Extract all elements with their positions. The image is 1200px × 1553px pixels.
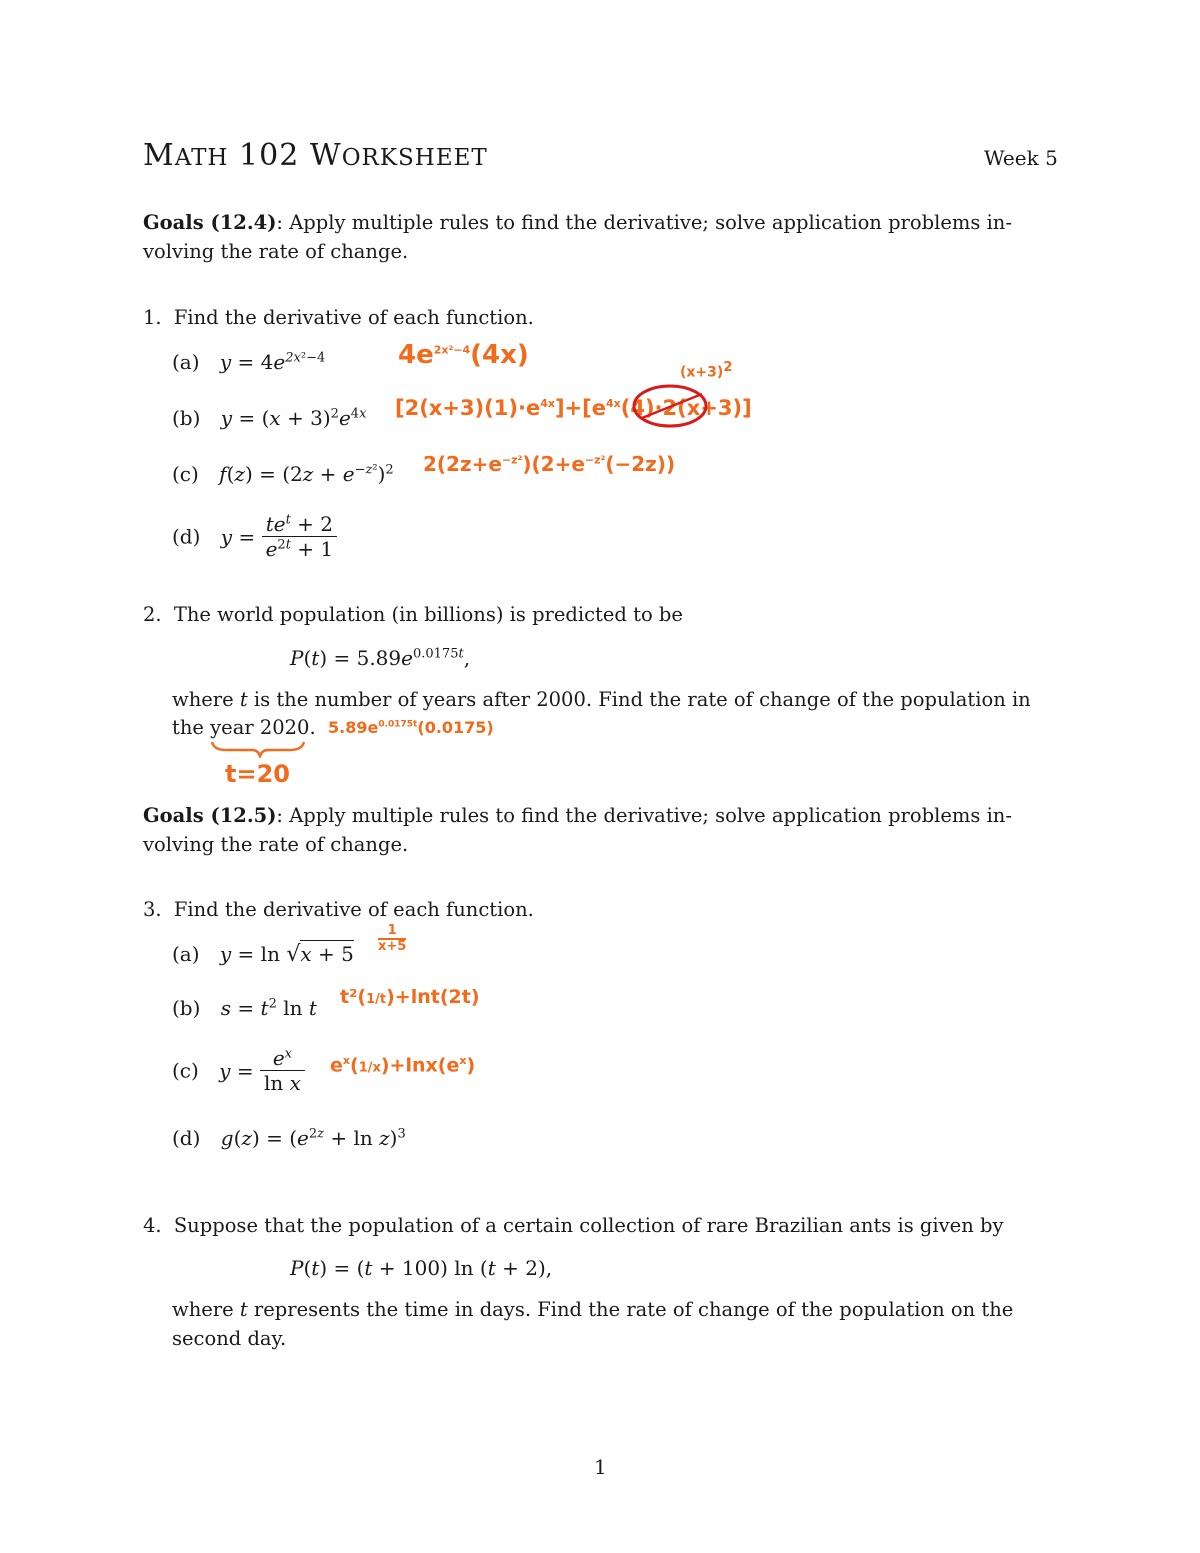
question-1: [143, 306, 534, 329]
question-number: 3.: [143, 898, 162, 921]
part-label: (d): [172, 524, 201, 549]
q1b-equation: (b) $y = (x + 3)^2e^{4x}$: [172, 406, 367, 430]
fraction: $\frac{te^t + 2}{e^{2t} + 1}$: [262, 512, 338, 561]
title-letter: W: [309, 138, 342, 173]
hw-text: (0.0175): [417, 718, 494, 737]
hw-sup: 4x: [605, 397, 621, 410]
part-label: (a): [172, 942, 200, 966]
q2-text-line1: [172, 688, 1031, 711]
q3c-equation: (c) y = $\frac{e^x}{\text{ln x}}$: [172, 1046, 305, 1095]
hw-text: (: [350, 1054, 359, 1077]
hw-num: 1: [378, 924, 406, 940]
hw-text: [2(x+3)(1)·e: [395, 396, 541, 420]
text-part: represents the time in days. Find the rate of change of the population on the: [253, 1298, 1014, 1321]
hw-sup: 2x²−4: [433, 343, 471, 357]
hw-text: )+lnx(e: [380, 1054, 460, 1077]
handwritten-q2-answer: [328, 718, 494, 737]
hw-sup: 0.0175t: [378, 719, 418, 730]
title-part: ORKSHEET: [341, 145, 488, 171]
question-prompt: Suppose that the population of a certain collection of rare Brazilian ants is given by: [173, 1214, 1004, 1237]
goals-text-line2: volving the rate of change.: [143, 833, 409, 856]
q4-equation: P(t) = (t + 100) ln (t + 2),: [290, 1256, 553, 1280]
text-part: is the number of years after 2000. Find the rate of change of the population in: [253, 688, 1031, 711]
hw-text: )+lnt(2t): [386, 986, 480, 1008]
goals-text: : Apply multiple rules to find the derivative; solve application problems in-: [276, 804, 1012, 827]
q3d-equation: (d) $g(z) = (e^{2z} + \ln z)^3$: [172, 1126, 406, 1150]
part-label: (b): [172, 996, 201, 1020]
goals-section-2: [143, 804, 1012, 827]
hw-text: t=20: [225, 760, 290, 788]
goals-section-1: [143, 211, 1012, 234]
part-label: (c): [172, 1058, 199, 1083]
handwritten-q3b: [340, 986, 480, 1008]
goals-label: Goals (12.5): [143, 804, 277, 827]
question-number: 2.: [143, 603, 162, 626]
q3b-equation: (b) $s = t^2$ ln t: [172, 996, 317, 1020]
handwritten-q2-t: [225, 760, 290, 788]
question-prompt: Find the derivative of each function.: [173, 898, 534, 921]
fraction: $\frac{e^x}{\text{ln x}}$: [260, 1046, 305, 1095]
goals-label: Goals (12.4): [143, 211, 277, 234]
question-prompt: The world population (in billions) is predicted to be: [173, 603, 683, 626]
goals-text-line2: volving the rate of change.: [143, 240, 409, 263]
part-label: (c): [172, 462, 199, 486]
page-title: [143, 138, 488, 173]
hw-text: )(2+e: [522, 452, 585, 476]
hw-den: x+5: [378, 939, 407, 954]
question-4: [143, 1214, 1003, 1237]
hw-text: ]+[e: [554, 396, 606, 420]
hw-sup: 2: [723, 360, 733, 375]
handwritten-q1a: [398, 340, 529, 370]
hw-sup: 4x: [540, 397, 555, 410]
hw-sup: x: [342, 1054, 350, 1067]
question-3: [143, 898, 534, 921]
red-circle-annotation: [628, 378, 718, 438]
hw-sup: −z²: [501, 453, 523, 467]
q1d-equation: (d) y = $\frac{te^t + 2}{e^{2t} + 1}$: [172, 512, 337, 561]
hw-circled-text: 2(x+3): [662, 396, 743, 420]
handwritten-q1c: [423, 452, 675, 476]
q4-text-line1: [172, 1298, 1013, 1321]
text-part: where: [172, 688, 234, 711]
question-2: [143, 603, 683, 626]
hw-text: (4x): [470, 340, 529, 370]
goals-text: : Apply multiple rules to find the derivative; solve application problems in-: [276, 211, 1012, 234]
q4-text-line2: second day.: [172, 1327, 287, 1350]
question-prompt: Find the derivative of each function.: [173, 306, 534, 329]
title-part: ATH: [174, 145, 229, 171]
hw-sup: −z²: [584, 453, 606, 467]
title-number: 102: [239, 138, 300, 173]
page-number: 1: [594, 1455, 607, 1479]
part-label: (a): [172, 350, 200, 374]
q1c-equation: (c) $f(z) = (2z + e^{-z^2})^2$: [172, 462, 394, 486]
hw-frac: 1/x: [358, 1060, 381, 1076]
q2-equation: $P(t) = 5.89e^{0.0175t}$,: [290, 646, 471, 670]
brace-annotation: [208, 738, 308, 758]
text-var: t: [239, 1298, 248, 1321]
hw-text: (4)·: [620, 396, 663, 420]
hw-text: ): [466, 1054, 476, 1077]
hw-text: e: [330, 1054, 343, 1077]
hw-text: 5.89e: [328, 718, 379, 737]
hw-text: (x+3): [680, 364, 724, 381]
hw-sup: x: [459, 1054, 467, 1067]
hw-text: 4e: [398, 340, 434, 370]
handwritten-q3a: [378, 924, 406, 954]
text-part: where: [172, 1298, 234, 1321]
hw-text: 2(2z+e: [423, 452, 502, 476]
q1a-equation: (a) $y = 4e^{2x^2-4}$: [172, 350, 326, 374]
part-label: (d): [172, 1126, 201, 1150]
hw-text: t²(: [340, 986, 367, 1008]
part-label: (b): [172, 406, 201, 430]
question-number: 1.: [143, 306, 162, 329]
handwritten-q3c: [330, 1054, 475, 1076]
hw-text: ]: [742, 396, 752, 420]
title-letter: M: [143, 138, 175, 173]
week-label: Week 5: [984, 146, 1058, 170]
q2-text-line2: the year 2020.: [172, 716, 316, 739]
text-var: t: [239, 688, 248, 711]
hw-text: (−2z)): [605, 452, 676, 476]
question-number: 4.: [143, 1214, 162, 1237]
hw-frac: 1/t: [366, 992, 387, 1007]
q3a-equation: (a) y = ln √x + 5: [172, 942, 354, 967]
